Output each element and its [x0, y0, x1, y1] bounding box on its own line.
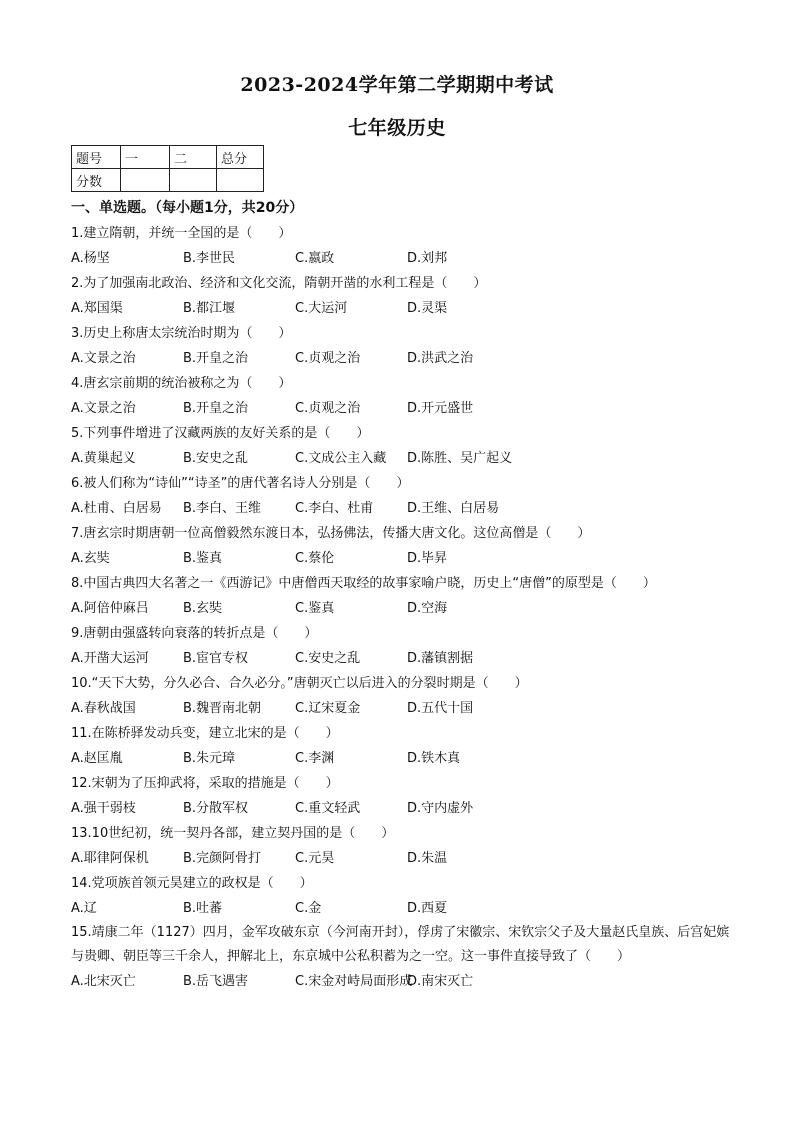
answer-option: D.毕昇 [407, 551, 448, 566]
question-list [71, 221, 731, 994]
question-stem: 1.建立隋朝，并统一全国的是（ ） [71, 226, 292, 241]
question-options [71, 646, 731, 671]
answer-option: C.重文轻武 [295, 801, 361, 816]
answer-option: A.北宋灭亡 [71, 974, 136, 989]
answer-option: A.杨坚 [71, 251, 110, 266]
question-stem: 14.党项族首领元昊建立的政权是（ ） [71, 876, 313, 891]
section-heading: 一、单选题。（每小题1分，共20分） [71, 200, 304, 216]
answer-option: A.文景之治 [71, 401, 136, 416]
question-stem: 10.“天下大势，分久必合、合久必分。”唐朝灭亡以后进入的分裂时期是（ ） [71, 676, 528, 691]
question-options [71, 596, 731, 621]
question-item [71, 271, 731, 321]
question-options [71, 796, 731, 821]
question-stem: 7.唐玄宗时期唐朝一位高僧毅然东渡日本，弘扬佛法，传播大唐文化。这位高僧是（ ） [71, 526, 591, 541]
answer-option: D.藩镇割据 [407, 651, 474, 666]
answer-option: B.开皇之治 [183, 401, 249, 416]
answer-option: C.文成公主入藏 [295, 451, 387, 466]
answer-option: A.赵匡胤 [71, 751, 123, 766]
answer-option: C.蔡伦 [295, 551, 335, 566]
answer-option: A.强干弱枝 [71, 801, 136, 816]
question-stem: 13.10世纪初，统一契丹各部，建立契丹国的是（ ） [71, 826, 395, 841]
question-options [71, 446, 731, 471]
question-stem: 9.唐朝由强盛转向衰落的转折点是（ ） [71, 626, 318, 641]
score-table-cell[interactable] [170, 169, 217, 192]
question-item [71, 771, 731, 821]
answer-option: C.李白、杜甫 [295, 501, 374, 516]
answer-option: B.岳飞遇害 [183, 974, 249, 989]
exam-subtitle: 七年级历史 [348, 117, 446, 139]
score-table-cell: 总分 [217, 146, 264, 169]
answer-option: D.铁木真 [407, 751, 461, 766]
question-stem: 2.为了加强南北政治、经济和文化交流，隋朝开凿的水利工程是（ ） [71, 276, 487, 291]
answer-option: B.李世民 [183, 251, 236, 266]
question-item [71, 621, 731, 671]
score-table-row [72, 169, 264, 192]
question-item [71, 371, 731, 421]
question-stem: 5.下列事件增进了汉藏两族的友好关系的是（ ） [71, 426, 370, 441]
answer-option: C.大运河 [295, 301, 348, 316]
answer-option: C.宋金对峙局面形成 [295, 974, 413, 989]
answer-option: A.郑国渠 [71, 301, 123, 316]
question-options [71, 296, 731, 321]
answer-option: C.嬴政 [295, 251, 335, 266]
exam-title: 2023-2024学年第二学期期中考试 [240, 74, 554, 96]
answer-option: D.五代十国 [407, 701, 474, 716]
score-table-cell: 分数 [72, 169, 121, 192]
answer-option: B.吐蕃 [183, 901, 223, 916]
question-item [71, 871, 731, 921]
answer-option: A.春秋战国 [71, 701, 136, 716]
answer-option: B.宦官专权 [183, 651, 249, 666]
question-options [71, 696, 731, 721]
question-options [71, 346, 731, 371]
answer-option: D.南宋灭亡 [407, 974, 474, 989]
answer-option: B.完颜阿骨打 [183, 851, 262, 866]
question-options [71, 746, 731, 771]
question-item [71, 821, 731, 871]
answer-option: D.灵渠 [407, 301, 448, 316]
score-table-cell[interactable] [217, 169, 264, 192]
answer-option: B.开皇之治 [183, 351, 249, 366]
question-stem: 3.历史上称唐太宗统治时期为（ ） [71, 326, 292, 341]
answer-option: A.辽 [71, 901, 97, 916]
answer-option: D.西夏 [407, 901, 448, 916]
answer-option: A.阿倍仲麻吕 [71, 601, 149, 616]
question-item [71, 221, 731, 271]
answer-option: C.贞观之治 [295, 401, 361, 416]
question-options [71, 246, 731, 271]
question-item [71, 671, 731, 721]
score-table-cell: 二 [170, 146, 217, 169]
question-options [71, 846, 731, 871]
answer-option: B.魏晋南北朝 [183, 701, 262, 716]
question-options [71, 496, 731, 521]
question-item [71, 521, 731, 571]
answer-option: A.玄奘 [71, 551, 110, 566]
question-options [71, 546, 731, 571]
answer-option: D.守内虚外 [407, 801, 474, 816]
answer-option: C.安史之乱 [295, 651, 361, 666]
answer-option: C.辽宋夏金 [295, 701, 361, 716]
question-stem: 6.被人们称为“诗仙”“诗圣”的唐代著名诗人分别是（ ） [71, 476, 410, 491]
score-table-cell: 一 [121, 146, 170, 169]
answer-option: A.开凿大运河 [71, 651, 149, 666]
answer-option: B.安史之乱 [183, 451, 249, 466]
question-options [71, 969, 731, 994]
answer-option: A.杜甫、白居易 [71, 501, 162, 516]
question-options [71, 396, 731, 421]
answer-option: C.元昊 [295, 851, 335, 866]
question-options [71, 896, 731, 921]
score-table [71, 145, 264, 192]
question-item [71, 921, 731, 994]
answer-option: B.玄奘 [183, 601, 223, 616]
question-stem: 8.中国古典四大名著之一《西游记》中唐僧西天取经的故事家喻户晓，历史上“唐僧”的原型是（ ） [71, 576, 656, 591]
score-table-cell: 题号 [72, 146, 121, 169]
question-stem: 12.宋朝为了压抑武将，采取的措施是（ ） [71, 776, 339, 791]
answer-option: B.李白、王维 [183, 501, 262, 516]
answer-option: A.耶律阿保机 [71, 851, 149, 866]
answer-option: C.贞观之治 [295, 351, 361, 366]
question-item [71, 471, 731, 521]
answer-option: B.分散军权 [183, 801, 249, 816]
score-table-cell[interactable] [121, 169, 170, 192]
answer-option: D.朱温 [407, 851, 448, 866]
question-item [71, 421, 731, 471]
answer-option: C.鉴真 [295, 601, 335, 616]
answer-option: B.朱元璋 [183, 751, 236, 766]
answer-option: C.李渊 [295, 751, 335, 766]
question-stem: 4.唐玄宗前期的统治被称之为（ ） [71, 376, 292, 391]
answer-option: D.洪武之治 [407, 351, 474, 366]
answer-option: B.鉴真 [183, 551, 223, 566]
answer-option: C.金 [295, 901, 322, 916]
answer-option: D.开元盛世 [407, 401, 474, 416]
answer-option: A.黄巢起义 [71, 451, 136, 466]
answer-option: D.陈胜、吴广起义 [407, 451, 513, 466]
question-item [71, 571, 731, 621]
answer-option: A.文景之治 [71, 351, 136, 366]
answer-option: D.空海 [407, 601, 448, 616]
answer-option: B.都江堰 [183, 301, 236, 316]
question-item [71, 721, 731, 771]
question-stem: 11.在陈桥驿发动兵变，建立北宋的是（ ） [71, 726, 339, 741]
question-stem: 15.靖康二年（1127）四月，金军攻破东京（今河南开封），俘虏了宋徽宗、宋钦宗父子及大量赵氏皇族、后宫妃嫔与贵卿、朝臣等三千余人，押解北上，东京城中公私积蓄为之一空。这一事件直接导致了（ ） [71, 925, 730, 964]
question-item [71, 321, 731, 371]
answer-option: D.刘邦 [407, 251, 448, 266]
answer-option: D.王维、白居易 [407, 501, 500, 516]
score-table-row [72, 146, 264, 169]
